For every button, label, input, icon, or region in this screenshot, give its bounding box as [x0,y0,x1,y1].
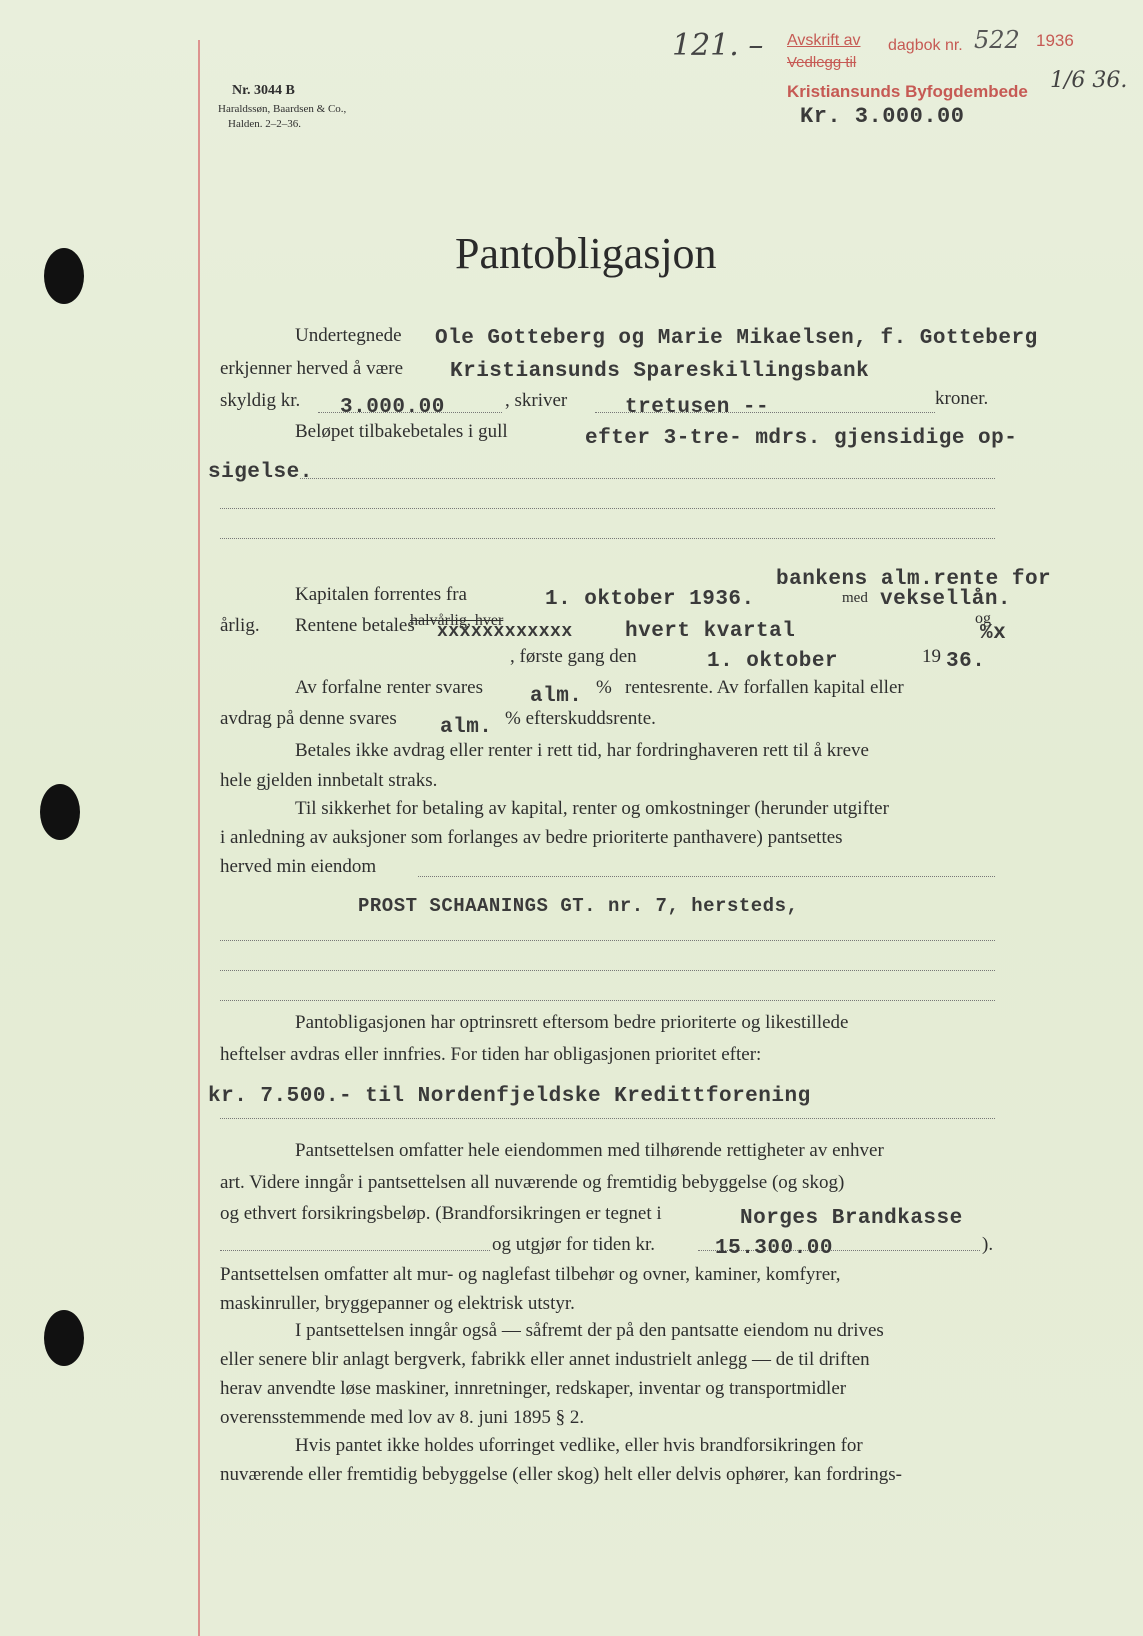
interest-start-date: 1. oktober 1936. [545,588,755,611]
insurer-name: Norges Brandkasse [740,1207,963,1230]
form-number: Nr. 3044 B [232,83,295,98]
property-address: PROST SCHAANINGS GT. nr. 7, hersteds, [358,895,799,917]
paragraph-til-3: herved min eiendom [220,856,377,877]
dotted-line [418,876,995,877]
paragraph-til-2: i anledning av auksjoner som forlanges av bedre prioriterte panthavere) pantsettes [220,827,843,848]
dotted-line [220,940,995,941]
struck-x: %x [980,622,1007,645]
dotted-line [220,1000,995,1001]
red-margin-line [198,40,200,1636]
stamp-avskrift: Avskrift av [787,32,861,49]
stamp-date: 1/6 36. [1050,68,1128,93]
paragraph-mur-2: maskinruller, bryggepanner og elektrisk utstyr. [220,1293,575,1314]
paragraph-pant-1: Pantsettelsen omfatter hele eiendommen med tilhørende rettigheter av enhver [295,1140,884,1161]
repayment-terms-1: efter 3-tre- mdrs. gjensidige op- [585,427,1018,450]
interest-rate-1: bankens alm.rente for [776,568,1052,591]
label-og: og [975,610,991,627]
paragraph-til-1: Til sikkerhet for betaling av kapital, renter og omkostninger (herunder utgifter [295,798,889,819]
late-rate: alm. [440,716,493,739]
label-skriver: , skriver [505,390,568,411]
label-avdrag: avdrag på denne svares [220,708,397,729]
prior-lien: kr. 7.500.- til Nordenfjeldske Kredittforening [208,1085,811,1108]
struck-out-x: xxxxxxxxxxxx [437,622,573,642]
interest-rate-2: veksellån. [880,588,1012,611]
document-title: Pantobligasjon [455,229,717,278]
label-arlig: årlig. [220,615,260,636]
paragraph-opt-1: Pantobligasjonen har optrinsrett eftersom bedre prioriterte og likestillede [295,1012,849,1033]
label-rentene: Rentene betales [295,615,415,636]
label-efterskuddsrente: % efterskuddsrente. [505,708,656,729]
printer-line-1: Haraldssøn, Baardsen & Co., [218,103,347,115]
label-erkjenner: erkjenner herved å være [220,358,404,379]
paragraph-i-3: herav anvendte løse maskiner, innretninger, redskaper, inventar og transportmidler [220,1378,847,1399]
label-halvarlig-struck: halvårlig, hver [410,612,504,629]
label-skyldig: skyldig kr. [220,390,301,411]
amount-words: tretusen -- [625,396,770,419]
stamp-vedlegg: Vedlegg til [787,54,857,71]
label-rentesrente: rentesrente. Av forfallen kapital eller [625,677,904,698]
compound-rate: alm. [530,685,583,708]
first-payment-date: 1. oktober [707,650,839,673]
label-forste-gang: , første gang den [510,646,637,667]
label-av-forfalne: Av forfalne renter svares [295,677,483,698]
label-kapitalen: Kapitalen forrentes fra [295,584,467,605]
dotted-line [300,478,995,479]
dotted-line [220,508,995,509]
paragraph-pant-2: art. Videre inngår i pantsettelsen all nuværende og fremtidig bebyggelse (og skog) [220,1172,845,1193]
paragraph-pant-3: og ethvert forsikringsbeløp. (Brandforsikringen er tegnet i [220,1203,662,1224]
paragraph-hvis-2: nuværende eller fremtidig bebyggelse (eller skog) helt eller delvis ophører, kan fordrings- [220,1464,902,1485]
label-undertegnede: Undertegnede [295,325,402,346]
header-amount: Kr. 3.000.00 [800,104,965,129]
label-med: med [842,590,868,606]
dotted-line [220,538,995,539]
printer-line-2: Halden. 2–2–36. [228,118,302,130]
label-utgjor: og utgjør for tiden kr. [492,1234,656,1255]
punch-hole-middle [40,784,80,840]
stamp-court: Kristiansunds Byfogdembede [787,82,1028,101]
paragraph-i-1: I pantsettelsen inngår også — såfremt der på den pantsatte eiendom nu drives [295,1320,884,1341]
creditor-name: Kristiansunds Spareskillingsbank [450,360,870,383]
label-kroner: kroner. [935,388,989,409]
paragraph-i-4: overensstemmende med lov av 8. juni 1895 § 2. [220,1407,585,1428]
paragraph-opt-2: heftelser avdras eller innfries. For tiden har obligasjonen prioritet efter: [220,1044,762,1065]
paragraph-betales-1: Betales ikke avdrag eller renter i rett tid, har fordringhaveren rett til å kreve [295,740,869,761]
first-payment-year: 36. [946,650,986,673]
dotted-line [220,970,995,971]
stamp-dagbok: dagbok nr. [888,37,963,54]
paragraph-mur-1: Pantsettelsen omfatter alt mur- og naglefast tilbehør og ovner, kaminer, komfyrer, [220,1264,841,1285]
folio-number: 121. – [672,28,764,63]
label-belopet: Beløpet tilbakebetales i gull [295,421,508,442]
punch-hole-top [44,248,84,304]
label-19: 19 [922,646,941,667]
dotted-line [220,1118,995,1119]
amount-number: 3.000.00 [340,396,445,419]
interest-frequency: hvert kvartal [625,620,796,643]
dagbok-number: 522 [974,26,1020,54]
label-close-paren: ). [982,1234,994,1255]
stamp-year: 1936 [1036,31,1074,50]
debtor-names: Ole Gotteberg og Marie Mikaelsen, f. Gotteberg [435,327,1038,350]
repayment-terms-2: sigelse. [208,461,313,484]
paragraph-i-2: eller senere blir anlagt bergverk, fabrikk eller annet industrielt anlegg — de til driften [220,1349,870,1370]
paragraph-betales-2: hele gjelden innbetalt straks. [220,770,438,791]
percent-sign-1: % [596,677,612,698]
dotted-line [220,1250,490,1251]
insured-amount: 15.300.00 [715,1237,833,1260]
paragraph-hvis-1: Hvis pantet ikke holdes uforringet vedlike, eller hvis brandforsikringen for [295,1435,863,1456]
punch-hole-bottom [44,1310,84,1366]
